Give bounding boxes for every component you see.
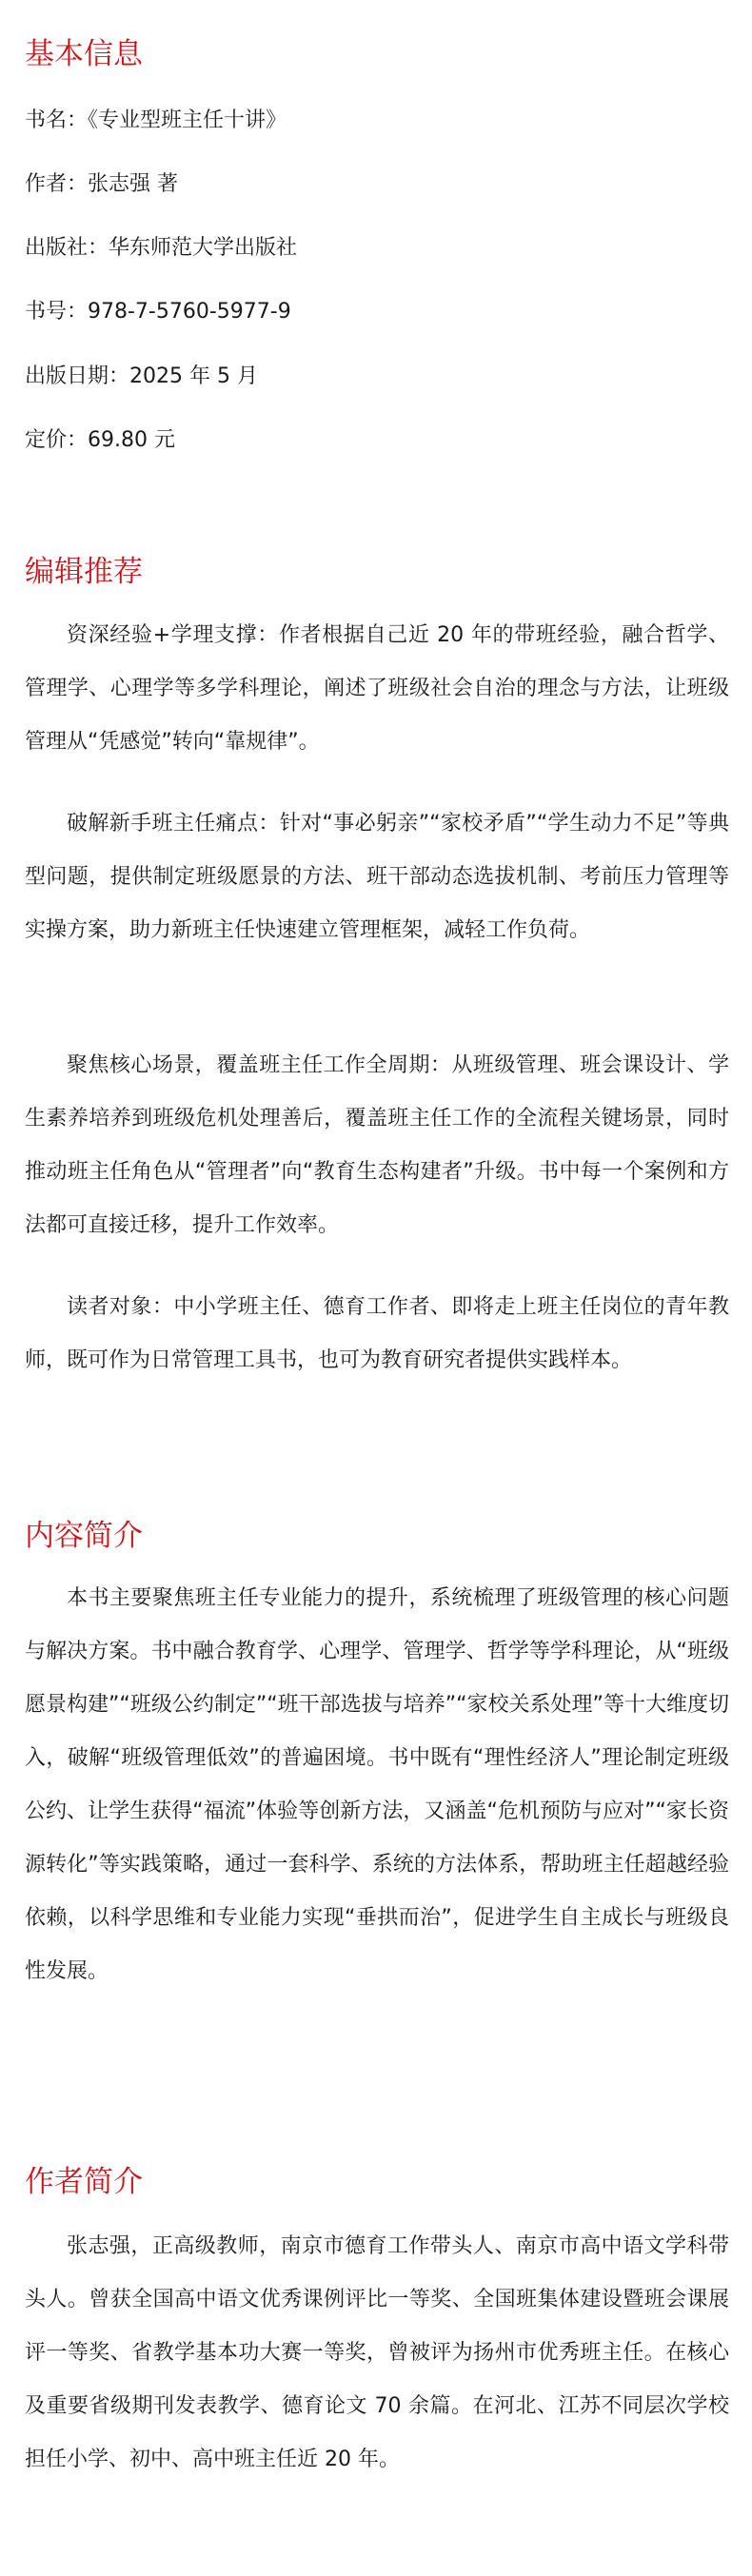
author-intro-paragraph: 张志强，正高级教师，南京市德育工作带头人、南京市高中语文学科带头人。曾获全国高中语文优秀课例评比一等奖、全国班集体建设暨班会课展评一等奖、省教学基本功大赛一等奖，曾被评为扬州市优秀班主任。在核心及重要省级期刊发表教学、德育论文 70 余篇。在河北、江苏不同层次学校担任小学、初中、高中班主任近 20 年。 <box>25 2234 729 2471</box>
section-title-content-intro: 内容简介 <box>25 1519 143 1553</box>
section-title-author-intro: 作者简介 <box>25 2165 143 2199</box>
section-title-editor-recommend: 编辑推荐 <box>25 555 143 589</box>
editor-paragraph-3: 聚焦核心场景，覆盖班主任工作全周期：从班级管理、班会课设计、学生素养培养到班级危机处理善后，覆盖班主任工作的全流程关键场景，同时推动班主任角色从“管理者”向“教育生态构建者”升级。书中每一个案例和方法都可直接迁移，提升工作效率。 <box>25 1053 729 1237</box>
book-publisher: 出版社：华东师范大学出版社 <box>25 236 298 260</box>
editor-paragraph-4: 读者对象：中小学班主任、德育工作者、即将走上班主任岗位的青年教师，既可作为日常管理工具书，也可为教育研究者提供实践样本。 <box>25 1295 729 1372</box>
book-name: 书名：《专业型班主任十讲》 <box>25 108 287 132</box>
book-pub-date: 出版日期：2025 年 5 月 <box>25 364 258 388</box>
book-author: 作者：张志强 著 <box>25 172 178 196</box>
section-title-basic-info: 基本信息 <box>25 37 143 71</box>
book-isbn: 书号：978-7-5760-5977-9 <box>25 300 291 324</box>
content-intro-paragraph: 本书主要聚焦班主任专业能力的提升，系统梳理了班级管理的核心问题与解决方案。书中融合教育学、心理学、管理学、哲学等学科理论，从“班级愿景构建”“班级公约制定”“班干部选拔与培养”“家校关系处理”等十大维度切入，破解“班级管理低效”的普遍困境。书中既有“理性经济人”理论制定班级公约、让学生获得“福流”体验等创新方法，又涵盖“危机预防与应对”“家长资源转化”等实践策略，通过一套科学、系统的方法体系，帮助班主任超越经验依赖，以科学思维和专业能力实现“垂拱而治”，促进学生自主成长与班级良性发展。 <box>25 1586 729 1983</box>
book-price: 定价：69.80 元 <box>25 428 175 452</box>
editor-paragraph-2: 破解新手班主任痛点：针对“事必躬亲”“家校矛盾”“学生动力不足”等典型问题，提供制定班级愿景的方法、班干部动态选拔机制、考前压力管理等实操方案，助力新班主任快速建立管理框架，减轻工作负荷。 <box>25 812 729 942</box>
editor-paragraph-1: 资深经验+学理支撑：作者根据自己近 20 年的带班经验，融合哲学、管理学、心理学等多学科理论，阐述了班级社会自治的理念与方法，让班级管理从“凭感觉”转向“靠规律”。 <box>25 623 729 754</box>
